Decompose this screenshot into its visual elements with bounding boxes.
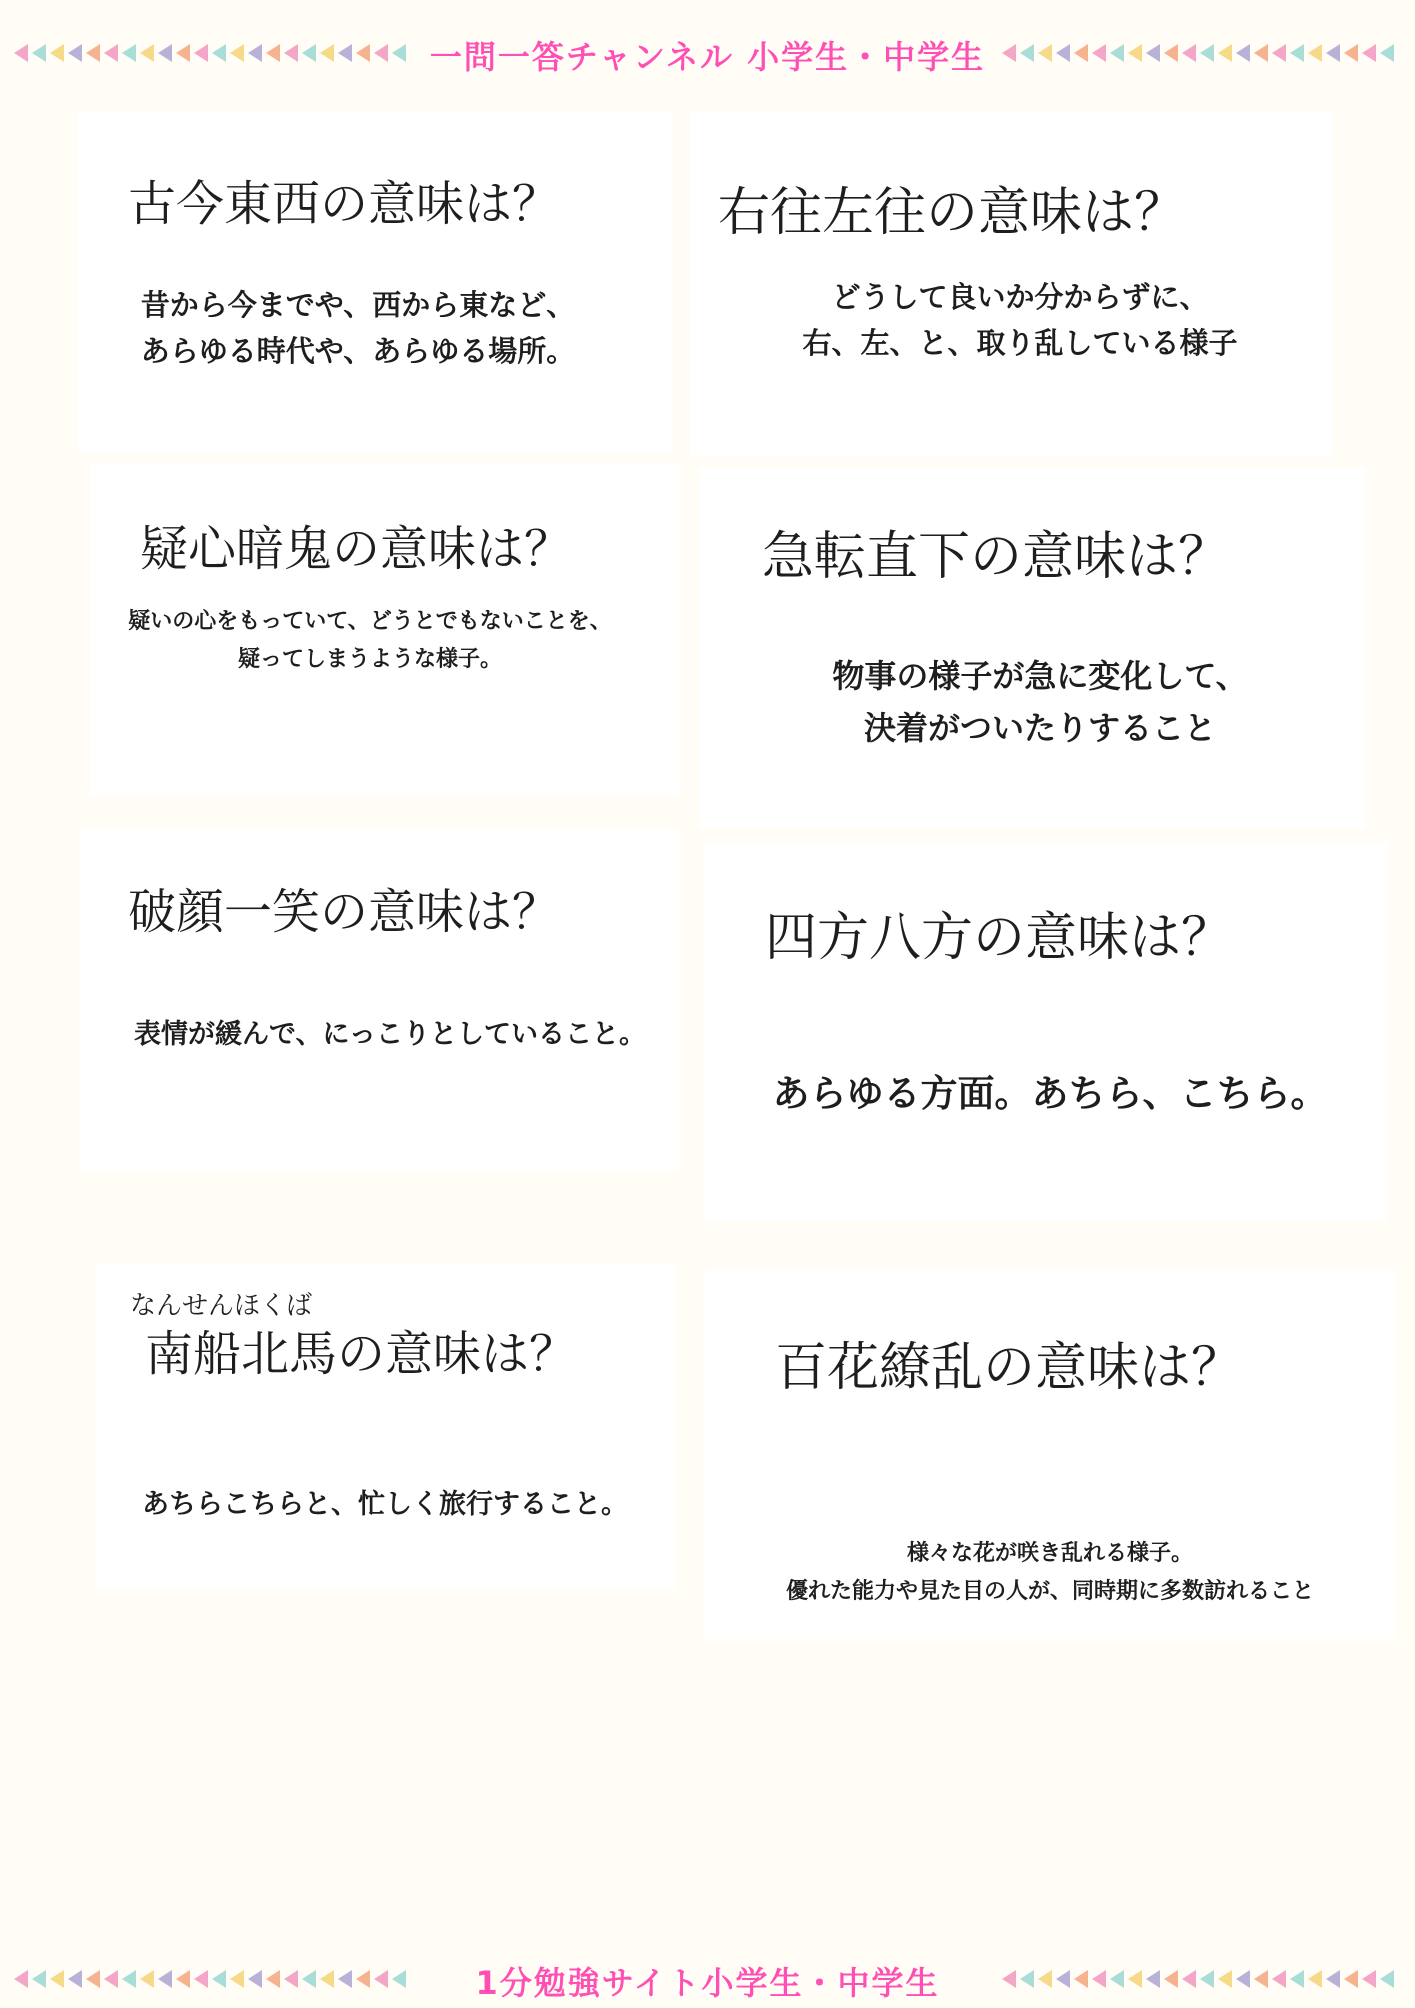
question-heading: 百花繚乱の意味は？ xyxy=(775,1338,1244,1398)
bunting-flag-icon xyxy=(1056,44,1070,62)
bunting-flag-icon xyxy=(1380,44,1394,62)
bunting-flag-icon xyxy=(1362,1970,1376,1988)
bunting-flag-icon xyxy=(1308,1970,1322,1988)
bunting-flag-icon xyxy=(1254,44,1268,62)
footer-banner xyxy=(0,1948,1415,2008)
bunting-flag-icon xyxy=(1074,1970,1088,1988)
bunting-flag-icon xyxy=(1380,1970,1394,1988)
bunting-flag-icon xyxy=(1254,1970,1268,1988)
answer-line: 決着がついたりすること xyxy=(863,709,1216,747)
bunting-flag-icon xyxy=(1236,44,1250,62)
bunting-flag-icon xyxy=(1344,44,1358,62)
bunting-flag-icon xyxy=(1128,1970,1142,1988)
bunting-flag-icon xyxy=(1092,1970,1106,1988)
answer-line: 右、左、と、取り乱している様子 xyxy=(802,326,1238,360)
bunting-flag-icon xyxy=(1362,44,1376,62)
bunting-flag-icon xyxy=(1218,1970,1232,1988)
bunting-flag-icon xyxy=(1110,1970,1124,1988)
question-heading: 南船北馬の意味は？ xyxy=(145,1326,578,1382)
answer-line: 疑ってしまうような様子。 xyxy=(237,647,502,672)
bunting-flag-icon xyxy=(1326,1970,1340,1988)
answer-text xyxy=(108,282,608,374)
bunting-flag-icon xyxy=(1236,1970,1250,1988)
bunting-flag-icon xyxy=(1002,44,1016,62)
answer-text xyxy=(740,274,1300,366)
bunting-flag-icon xyxy=(1182,44,1196,62)
answer-text xyxy=(100,603,640,679)
bunting-flag-icon xyxy=(1038,44,1052,62)
bunting-flag-icon xyxy=(1344,1970,1358,1988)
question-heading: 古今東西の意味は？ xyxy=(128,176,561,232)
question-heading: 疑心暗鬼の意味は？ xyxy=(140,521,573,577)
bunting-flag-icon xyxy=(1164,44,1178,62)
answer-text xyxy=(720,1535,1380,1611)
answer-line: あらゆる方面。あちら、こちら。 xyxy=(772,1072,1328,1115)
answer-line: あちらこちらと、忙しく旅行すること。 xyxy=(142,1489,628,1520)
answer-text xyxy=(110,1485,660,1525)
answer-line: 疑いの心をもっていて、どうとでもないことを、 xyxy=(128,609,612,634)
header-banner xyxy=(0,22,1415,82)
bunting-flag-icon xyxy=(1290,1970,1304,1988)
bunting-flag-icon xyxy=(1146,1970,1160,1988)
answer-line: どうして良いか分からずに、 xyxy=(831,280,1209,314)
bunting-flag-icon xyxy=(1218,44,1232,62)
bunting-flag-icon xyxy=(1110,44,1124,62)
ruby-reading: なんせんほくば xyxy=(130,1291,313,1321)
answer-line: 優れた能力や見た目の人が、同時期に多数訪れること xyxy=(785,1579,1314,1604)
bunting-decoration-right xyxy=(1002,1966,1402,1992)
question-heading: 急転直下の意味は？ xyxy=(762,527,1231,587)
question-heading: 破顔一笑の意味は？ xyxy=(128,884,561,940)
bunting-flag-icon xyxy=(1290,44,1304,62)
answer-line: あらゆる時代や、あらゆる場所。 xyxy=(140,334,576,368)
bunting-flag-icon xyxy=(1182,1970,1196,1988)
bunting-flag-icon xyxy=(1074,44,1088,62)
answer-line: 昔から今までや、西から東など、 xyxy=(140,288,576,322)
bunting-flag-icon xyxy=(1200,44,1214,62)
bunting-flag-icon xyxy=(1164,1970,1178,1988)
bunting-flag-icon xyxy=(1020,44,1034,62)
bunting-flag-icon xyxy=(1038,1970,1052,1988)
answer-text xyxy=(110,1015,670,1055)
answer-text xyxy=(760,650,1320,754)
answer-line: 物事の様子が急に変化して、 xyxy=(832,657,1248,695)
bunting-decoration-right xyxy=(1002,40,1402,66)
answer-line: 様々な花が咲き乱れる様子。 xyxy=(906,1541,1193,1566)
bunting-flag-icon xyxy=(1128,44,1142,62)
header-title: 一問一答チャンネル 小学生・中学生 xyxy=(429,38,986,76)
answer-line: 表情が緩んで、にっこりとしていること。 xyxy=(134,1019,646,1050)
footer-title: 1分勉強サイト小学生・中学生 xyxy=(475,1964,940,2002)
bunting-flag-icon xyxy=(1092,44,1106,62)
bunting-flag-icon xyxy=(1272,1970,1286,1988)
bunting-flag-icon xyxy=(1146,44,1160,62)
question-heading: 四方八方の意味は？ xyxy=(765,908,1234,968)
bunting-flag-icon xyxy=(1002,1970,1016,1988)
bunting-flag-icon xyxy=(1308,44,1322,62)
bunting-flag-icon xyxy=(1272,44,1286,62)
bunting-flag-icon xyxy=(1056,1970,1070,1988)
bunting-flag-icon xyxy=(1326,44,1340,62)
question-heading: 右往左往の意味は？ xyxy=(718,183,1187,243)
bunting-flag-icon xyxy=(1020,1970,1034,1988)
answer-text xyxy=(735,1068,1365,1120)
bunting-flag-icon xyxy=(1200,1970,1214,1988)
